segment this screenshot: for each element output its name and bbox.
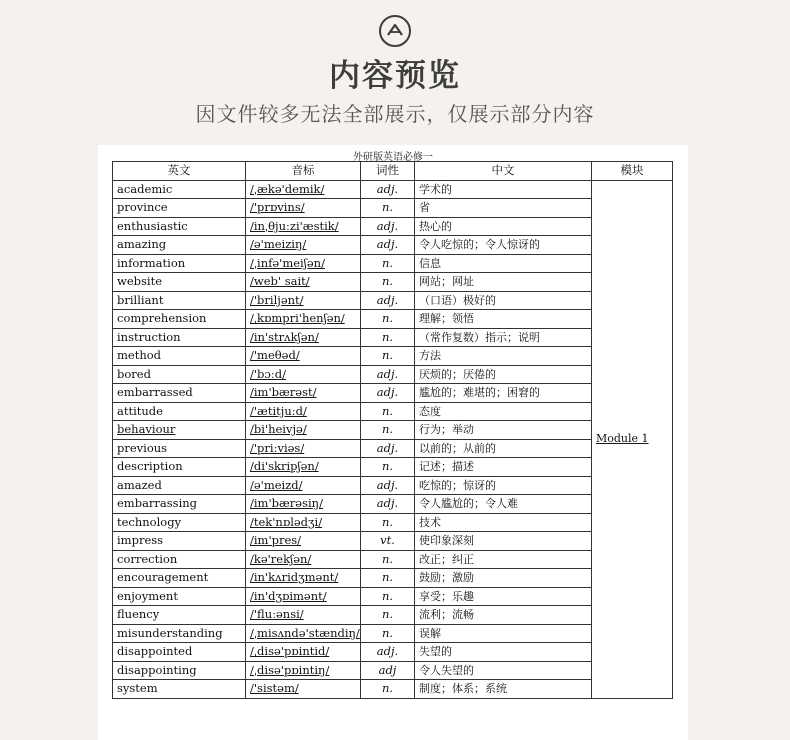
meaning-cell: 以前的；从前的 bbox=[415, 439, 592, 458]
table-row bbox=[113, 624, 673, 643]
table-row bbox=[113, 421, 673, 440]
table-row bbox=[113, 365, 673, 384]
meaning-cell: 信息 bbox=[415, 254, 592, 273]
word-cell: technology bbox=[113, 513, 246, 532]
meaning-cell: 鼓励；激励 bbox=[415, 569, 592, 588]
word-cell: embarrassing bbox=[113, 495, 246, 514]
page-title: 内容预览 bbox=[329, 58, 461, 94]
table-row bbox=[113, 273, 673, 292]
word-cell: attitude bbox=[113, 402, 246, 421]
pos-cell: n. bbox=[361, 680, 415, 699]
column-header-chinese: 中文 bbox=[415, 162, 592, 181]
pos-cell: adj. bbox=[361, 365, 415, 384]
meaning-cell: 使印象深刻 bbox=[415, 532, 592, 551]
word-cell: system bbox=[113, 680, 246, 699]
word-cell: amazing bbox=[113, 236, 246, 255]
pos-cell: n. bbox=[361, 587, 415, 606]
word-cell: method bbox=[113, 347, 246, 366]
pos-cell: adj. bbox=[361, 180, 415, 199]
table-row bbox=[113, 291, 673, 310]
table-row bbox=[113, 328, 673, 347]
phonetic-cell: /ə'meizd/ bbox=[246, 476, 361, 495]
phonetic-cell: /bi'heivjə/ bbox=[246, 421, 361, 440]
meaning-cell: 理解；领悟 bbox=[415, 310, 592, 329]
table-row bbox=[113, 476, 673, 495]
table-row bbox=[113, 439, 673, 458]
column-header-phonetic: 音标 bbox=[246, 162, 361, 181]
word-cell: academic bbox=[113, 180, 246, 199]
phonetic-cell: /'ætitjuːd/ bbox=[246, 402, 361, 421]
phonetic-cell: /di'skripʃən/ bbox=[246, 458, 361, 477]
table-row bbox=[113, 495, 673, 514]
meaning-cell: 改正；纠正 bbox=[415, 550, 592, 569]
phonetic-cell: /in'kʌridʒmənt/ bbox=[246, 569, 361, 588]
phonetic-cell: /ˌkɒmpri'henʃən/ bbox=[246, 310, 361, 329]
phonetic-cell: /'sistəm/ bbox=[246, 680, 361, 699]
pos-cell: vt. bbox=[361, 532, 415, 551]
phonetic-cell: /in'strʌkʃən/ bbox=[246, 328, 361, 347]
page-subtitle: 因文件较多无法全部展示，仅展示部分内容 bbox=[195, 102, 595, 126]
table-row bbox=[113, 199, 673, 218]
table-row bbox=[113, 643, 673, 662]
meaning-cell: 行为；举动 bbox=[415, 421, 592, 440]
table-row bbox=[113, 384, 673, 403]
table-row bbox=[113, 310, 673, 329]
meaning-cell: 记述；描述 bbox=[415, 458, 592, 477]
word-cell: comprehension bbox=[113, 310, 246, 329]
table-header-row bbox=[113, 162, 673, 181]
word-cell: instruction bbox=[113, 328, 246, 347]
module-cell bbox=[592, 180, 673, 698]
meaning-cell: 态度 bbox=[415, 402, 592, 421]
pos-cell: adj. bbox=[361, 495, 415, 514]
meaning-cell: 尴尬的；难堪的；困窘的 bbox=[415, 384, 592, 403]
vocabulary-table bbox=[112, 161, 673, 699]
meaning-cell: 失望的 bbox=[415, 643, 592, 662]
meaning-cell: 学术的 bbox=[415, 180, 592, 199]
phonetic-cell: /im'bærəst/ bbox=[246, 384, 361, 403]
pos-cell: n. bbox=[361, 328, 415, 347]
pos-cell: n. bbox=[361, 310, 415, 329]
pos-cell: adj. bbox=[361, 643, 415, 662]
pos-cell: n. bbox=[361, 421, 415, 440]
word-cell: enthusiastic bbox=[113, 217, 246, 236]
pos-cell: adj. bbox=[361, 476, 415, 495]
word-cell: fluency bbox=[113, 606, 246, 625]
phonetic-cell: /ˌmisʌndə'stændiŋ/ bbox=[246, 624, 361, 643]
word-cell: enjoyment bbox=[113, 587, 246, 606]
meaning-cell: 方法 bbox=[415, 347, 592, 366]
word-cell: disappointed bbox=[113, 643, 246, 662]
pos-cell: n. bbox=[361, 347, 415, 366]
document-preview bbox=[98, 145, 688, 740]
pos-cell: n. bbox=[361, 513, 415, 532]
word-cell: brilliant bbox=[113, 291, 246, 310]
pos-cell: n. bbox=[361, 606, 415, 625]
meaning-cell: 流利；流畅 bbox=[415, 606, 592, 625]
meaning-cell: （口语）极好的 bbox=[415, 291, 592, 310]
table-row bbox=[113, 513, 673, 532]
phonetic-cell: /'meθəd/ bbox=[246, 347, 361, 366]
pos-cell: adj. bbox=[361, 439, 415, 458]
word-cell: amazed bbox=[113, 476, 246, 495]
word-cell: information bbox=[113, 254, 246, 273]
table-row bbox=[113, 254, 673, 273]
table-row bbox=[113, 217, 673, 236]
word-cell: description bbox=[113, 458, 246, 477]
module-label: Module 1 bbox=[596, 432, 649, 446]
phonetic-cell: /web' sait/ bbox=[246, 273, 361, 292]
meaning-cell: 误解 bbox=[415, 624, 592, 643]
phonetic-cell: /'priːviəs/ bbox=[246, 439, 361, 458]
phonetic-cell: /im'pres/ bbox=[246, 532, 361, 551]
pos-cell: n. bbox=[361, 199, 415, 218]
phonetic-cell: /tek'nɒlədʒi/ bbox=[246, 513, 361, 532]
pos-cell: n. bbox=[361, 624, 415, 643]
phonetic-cell: /in'dʒɒimənt/ bbox=[246, 587, 361, 606]
word-cell: encouragement bbox=[113, 569, 246, 588]
meaning-cell: 令人失望的 bbox=[415, 661, 592, 680]
table-row bbox=[113, 402, 673, 421]
table-row bbox=[113, 347, 673, 366]
pos-cell: n. bbox=[361, 402, 415, 421]
phonetic-cell: /kə'rekʃən/ bbox=[246, 550, 361, 569]
word-cell: province bbox=[113, 199, 246, 218]
meaning-cell: （常作复数）指示；说明 bbox=[415, 328, 592, 347]
phonetic-cell: /'prɒvins/ bbox=[246, 199, 361, 218]
chevron-up-circle-icon[interactable] bbox=[378, 14, 412, 48]
phonetic-cell: /ˌdisə'pɒintiŋ/ bbox=[246, 661, 361, 680]
pos-cell: n. bbox=[361, 458, 415, 477]
word-cell: correction bbox=[113, 550, 246, 569]
phonetic-cell: /ˌækə'demik/ bbox=[246, 180, 361, 199]
meaning-cell: 令人吃惊的；令人惊讶的 bbox=[415, 236, 592, 255]
table-row bbox=[113, 680, 673, 699]
column-header-english: 英文 bbox=[113, 162, 246, 181]
meaning-cell: 令人尴尬的；令人难 bbox=[415, 495, 592, 514]
phonetic-cell: /inˌθjuːzi'æstik/ bbox=[246, 217, 361, 236]
table-row bbox=[113, 661, 673, 680]
meaning-cell: 省 bbox=[415, 199, 592, 218]
phonetic-cell: /ˌdisə'pɒintid/ bbox=[246, 643, 361, 662]
phonetic-cell: /ˌinfə'meiʃən/ bbox=[246, 254, 361, 273]
word-cell: bored bbox=[113, 365, 246, 384]
pos-cell: n. bbox=[361, 569, 415, 588]
meaning-cell: 热心的 bbox=[415, 217, 592, 236]
pos-cell: adj. bbox=[361, 384, 415, 403]
table-row bbox=[113, 587, 673, 606]
table-row bbox=[113, 458, 673, 477]
word-cell: behaviour bbox=[113, 421, 246, 440]
table-row bbox=[113, 236, 673, 255]
word-cell: disappointing bbox=[113, 661, 246, 680]
pos-cell: n. bbox=[361, 254, 415, 273]
word-cell: embarrassed bbox=[113, 384, 246, 403]
meaning-cell: 制度；体系；系统 bbox=[415, 680, 592, 699]
meaning-cell: 网站；网址 bbox=[415, 273, 592, 292]
meaning-cell: 吃惊的；惊讶的 bbox=[415, 476, 592, 495]
phonetic-cell: /'fluːənsi/ bbox=[246, 606, 361, 625]
table-row bbox=[113, 180, 673, 199]
pos-cell: adj bbox=[361, 661, 415, 680]
meaning-cell: 享受；乐趣 bbox=[415, 587, 592, 606]
meaning-cell: 技术 bbox=[415, 513, 592, 532]
word-cell: previous bbox=[113, 439, 246, 458]
column-header-module: 模块 bbox=[592, 162, 673, 181]
meaning-cell: 厌烦的；厌倦的 bbox=[415, 365, 592, 384]
pos-cell: n. bbox=[361, 273, 415, 292]
word-cell: impress bbox=[113, 532, 246, 551]
word-cell: website bbox=[113, 273, 246, 292]
pos-cell: n. bbox=[361, 550, 415, 569]
pos-cell: adj. bbox=[361, 291, 415, 310]
phonetic-cell: /im'bærəsiŋ/ bbox=[246, 495, 361, 514]
pos-cell: adj. bbox=[361, 217, 415, 236]
word-cell: misunderstanding bbox=[113, 624, 246, 643]
table-row bbox=[113, 532, 673, 551]
phonetic-cell: /ə'meiziŋ/ bbox=[246, 236, 361, 255]
table-row bbox=[113, 606, 673, 625]
phonetic-cell: /'briljənt/ bbox=[246, 291, 361, 310]
table-row bbox=[113, 550, 673, 569]
column-header-pos: 词性 bbox=[361, 162, 415, 181]
document-caption: 外研版英语必修一 bbox=[353, 152, 433, 163]
pos-cell: adj. bbox=[361, 236, 415, 255]
phonetic-cell: /'bɔːd/ bbox=[246, 365, 361, 384]
table-row bbox=[113, 569, 673, 588]
